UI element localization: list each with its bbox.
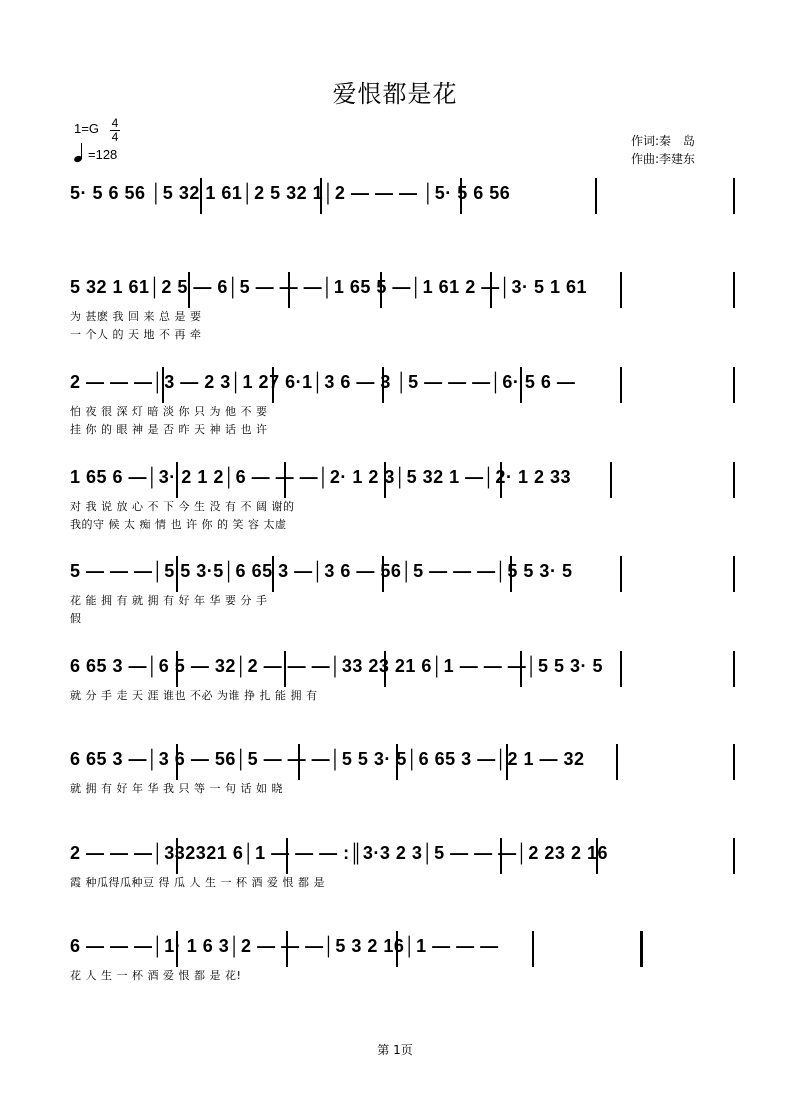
composer-credit: 作曲:李建东 [631, 152, 696, 166]
bar-line [616, 744, 618, 780]
time-denominator: 4 [111, 130, 119, 144]
score-title: 爱恨都是花 [332, 80, 458, 108]
lyric-line-2: 挂 你 的 眼 神 是 否 昨 天 神 话 也 许 [70, 423, 268, 436]
bar-line [733, 178, 735, 214]
lyric-line-1: 就 拥 有 好 年 华 我 只 等 一 句 话 如 晓 [70, 782, 283, 795]
bar-line [733, 838, 735, 874]
lyric-line-1: 霞 种瓜得瓜种豆 得 瓜 人 生 一 杯 酒 爱 恨 都 是 [70, 876, 325, 889]
lyric-line-1: 就 分 手 走 天 涯 谁也 不必 为谁 挣 扎 能 拥 有 [70, 689, 318, 702]
music-line [70, 744, 735, 774]
bar-line [610, 462, 612, 498]
music-line [70, 462, 735, 492]
notation-text: 2 — — —│332321 6│1 — — — :║3·3 2 3│5 — — —│2 23 2 16 [70, 843, 608, 863]
bar-line [595, 178, 597, 214]
lyric-line-1: 花 人 生 一 杯 酒 爱 恨 都 是 花! [70, 969, 242, 982]
quarter-note-icon [74, 144, 86, 162]
lyricist-credit: 作词:秦 岛 [631, 134, 696, 148]
bar-line [620, 367, 622, 403]
bar-line [532, 931, 534, 967]
notation-text: 6 65 3 —│6 5 — 32│2 — — —│33 23 21 6│1 — — —│5 5 3· 5 [70, 656, 603, 676]
notation-text: 1 65 6 —│3· 2 1 2│6 — — —│2· 1 2 3│5 32 1 —│2· 1 2 33 [70, 467, 571, 487]
lyric-line-1: 花 能 拥 有 就 拥 有 好 年 华 要 分 手 [70, 594, 268, 607]
music-line [70, 367, 735, 397]
lyric-line-2: 假 [70, 612, 82, 625]
notation-text: 6 — — —│1· 1 6 3│2 — — —│5 3 2 16│1 — — — [70, 936, 499, 956]
lyric-line-1: 怕 夜 很 深 灯 暗 淡 你 只 为 他 不 要 [70, 405, 268, 418]
tempo-marking [74, 144, 117, 162]
bar-line [620, 556, 622, 592]
page-number: 第 1页 [377, 1043, 413, 1057]
time-signature [110, 117, 120, 144]
tempo-value: =128 [88, 147, 118, 162]
notation-text: 6 65 3 —│3 6 — 56│5 — — —│5 5 3· 5│6 65 3 —│2 1 — 32 [70, 749, 585, 769]
lyric-line-1: 对 我 说 放 心 不 下 今 生 没 有 不 阔 谢的 [70, 500, 295, 513]
bar-line [733, 556, 735, 592]
notation-text: 5· 5 6 56 │5 32 1 61│2 5 32 1│2 — — — │5· 5 6 56 [70, 183, 511, 203]
music-line [70, 556, 735, 586]
time-numerator: 4 [111, 116, 119, 130]
bar-line [733, 462, 735, 498]
credits [631, 132, 695, 168]
music-line [70, 931, 735, 961]
bar-line [733, 272, 735, 308]
bar-line [620, 272, 622, 308]
notation-text: 5 — — —│5 5 3·5│6 65 3 —│3 6 — 56│5 — — —│5 5 3· 5 [70, 561, 573, 581]
key-signature: 1=G [74, 121, 99, 136]
final-bar-line [640, 931, 643, 967]
music-line [70, 272, 735, 302]
lyric-line-2: 我的守 候 太 痴 情 也 许 你 的 笑 容 太虚 [70, 518, 287, 531]
bar-line [733, 651, 735, 687]
lyric-line-2: 一 个人 的 天 地 不 再 牵 [70, 328, 202, 341]
music-line [70, 178, 735, 208]
bar-line [733, 744, 735, 780]
lyric-line-1: 为 甚麽 我 回 来 总 是 要 [70, 310, 202, 323]
notation-text: 5 32 1 61│2 5 — 6│5 — — —│1 65 5 —│1 61 2 —│3· 5 1 61 [70, 277, 588, 297]
bar-line [733, 367, 735, 403]
music-line [70, 651, 735, 681]
music-line [70, 838, 735, 868]
bar-line [620, 651, 622, 687]
notation-text: 2 — — —│3 — 2 3│1 27 6·1│3 6 — 3 │5 — — —│6· 5 6 — [70, 372, 576, 392]
